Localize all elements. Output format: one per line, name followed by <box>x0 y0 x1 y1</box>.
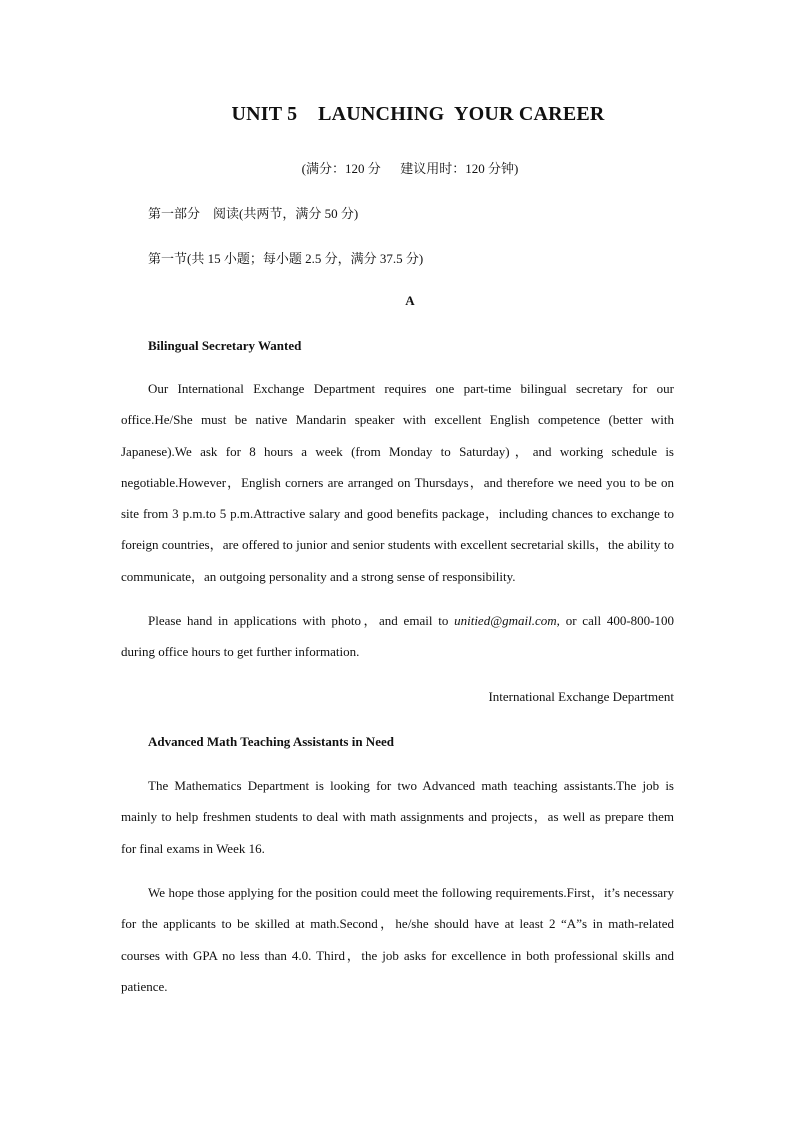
passage-label: A <box>405 293 415 308</box>
contact-email: unitied@gmail.com, <box>454 613 560 628</box>
part-one-heading: 第一部分 阅读(共两节，满分 50 分) <box>148 206 359 221</box>
ad2-paragraph-2: We hope those applying for the position could meet the following requirements.First，it’s necessary for the applicants to be skilled at math.Second，he/she should have at least 2 “A”s in math-related courses with GPA no less than 4.0. Third，the job asks for excellence in both professional skills and patience. <box>121 885 674 994</box>
unit-title: UNIT 5 LAUNCHING YOUR CAREER <box>231 103 605 125</box>
ad1-signature: International Exchange Department <box>488 689 674 704</box>
ad1-paragraph-2 <box>121 605 674 668</box>
ad-heading-math-assistants: Advanced Math Teaching Assistants in Need <box>148 734 394 749</box>
ad1-paragraph-2-text-before: Please hand in applications with photo，and email to <box>148 613 455 628</box>
ad1-paragraph-2-text-after: or call 400-800-100 during office hours to get further information. <box>121 613 674 660</box>
ad2-paragraph-1: The Mathematics Department is looking for two Advanced math teaching assistants.The job is mainly to help freshmen students to deal with math assignments and projects，as well as prepare them for final exams in Week 16. <box>121 778 674 856</box>
section-one-heading: 第一节(共 15 小题；每小题 2.5 分，满分 37.5 分) <box>148 251 424 266</box>
ad-heading-bilingual-secretary: Bilingual Secretary Wanted <box>148 338 302 353</box>
score-and-time-note: (满分：120 分 建议用时：120 分钟) <box>301 161 519 176</box>
ad1-paragraph-1: Our International Exchange Department requires one part-time bilingual secretary for our office.He/She must be native Mandarin speaker with excellent English competence (better with Japanese).We ask for 8 hours a week (from Monday to Saturday)，and working schedule is negotiable.However，English corners are arranged on Thursdays，and therefore we need you to be on site from 3 p.m.to 5 p.m.Attractive salary and good benefits package，including chances to exchange to foreign countries，are offered to junior and senior students with excellent secretarial skills，the ability to communicate，an outgoing personality and a strong sense of responsibility. <box>121 381 674 584</box>
